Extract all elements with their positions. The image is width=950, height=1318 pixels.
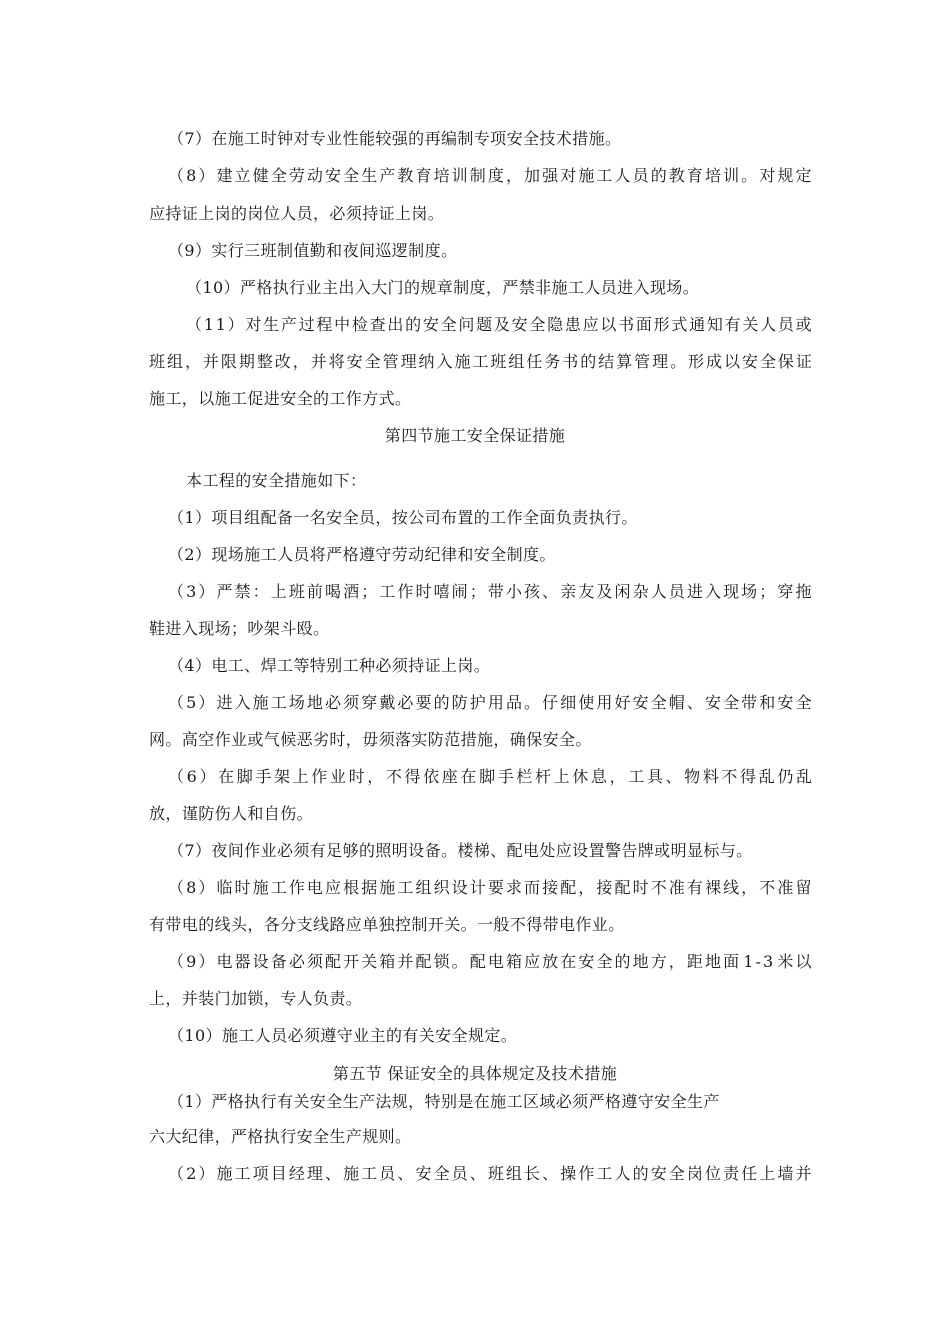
section-5-heading: 第五节 保证安全的具体规定及技术措施	[332, 1064, 618, 1083]
rule-2-responsibility: （ 2 ） 施 工 项 目 经 理 、 施 工 员 、 安 全 员 、 班 组 长 、 操 作 工 人 的 安 全 岗 位 责 任 上 墙 并	[168, 1164, 812, 1183]
para-11-inspection-line3: 施工，以施工促进安全的工作方式。	[149, 389, 412, 408]
item-3-prohibitions-line1: （ 3 ） 严 禁 ： 上 班 前 喝 酒 ； 工 作 时 嘻 闹 ； 带 小 孩 、 亲 友 及 闲 杂 人 员 进 入 现 场 ； 穿 拖	[168, 582, 812, 601]
para-9-patrol: （9）实行三班制值勤和夜间巡逻制度。	[168, 241, 458, 260]
para-8-training-line1: （ 8 ） 建 立 健 全 劳 动 安 全 生 产 教 育 培 训 制 度 ， 加 强 对 施 工 人 员 的 教 育 培 训 。 对 规 定	[168, 166, 812, 185]
rule-1-regulations-line1: （1）严格执行有关安全生产法规，特别是在施工区域必须严格遵守安全生产	[168, 1092, 720, 1111]
item-8-temporary-power-line1: （ 8 ） 临 时 施 工 作 电 应 根 据 施 工 组 织 设 计 要 求 而 接 配 ， 接 配 时 不 准 有 裸 线 ， 不 准 留	[168, 878, 812, 897]
item-9-switchbox-line1: （ 9 ） 电 器 设 备 必 须 配 开 关 箱 并 配 锁 。 配 电 箱 应 放 在 安 全 的 地 方 ， 距 地 面 1 - 3 米 以	[168, 952, 812, 971]
intro-line: 本工程的安全措施如下：	[186, 471, 367, 490]
item-5-protection-line1: （ 5 ） 进 入 施 工 场 地 必 须 穿 戴 必 要 的 防 护 用 品 。 仔 细 使 用 好 安 全 帽 、 安 全 带 和 安 全	[168, 693, 812, 712]
item-6-scaffold-line2: 放，谨防伤人和自伤。	[149, 804, 314, 823]
item-3-prohibitions-line2: 鞋进入现场；吵架斗殴。	[149, 619, 330, 638]
section-4-heading: 第四节施工安全保证措施	[384, 426, 566, 445]
item-6-scaffold-line1: （ 6 ） 在 脚 手 架 上 作 业 时 ， 不 得 依 座 在 脚 手 栏 杆 上 休 息 ， 工 具 、 物 料 不 得 乱 仍 乱	[168, 767, 812, 786]
item-7-lighting: （7）夜间作业必须有足够的照明设备。楼梯、配电处应设置警告牌或明显标与。	[168, 841, 753, 860]
para-10-gate: （10）严格执行业主出入大门的规章制度，严禁非施工人员进入现场。	[186, 278, 700, 297]
para-7-measures: （7）在施工时钟对专业性能较强的再编制专项安全技术措施。	[168, 129, 622, 148]
para-11-inspection-line2: 班 组 ， 并 限 期 整 改 ， 并 将 安 全 管 理 纳 入 施 工 班 组 任 务 书 的 结 算 管 理 。 形 成 以 安 全 保 证	[149, 352, 812, 371]
item-10-owner-rules: （10）施工人员必须遵守业主的有关安全规定。	[168, 1026, 518, 1045]
item-4-certification: （4）电工、焊工等特别工种必须持证上岗。	[168, 656, 491, 675]
item-2-discipline: （2）现场施工人员将严格遵守劳动纪律和安全制度。	[168, 545, 556, 564]
para-8-training-line2: 应持证上岗的岗位人员，必须持证上岗。	[149, 204, 445, 223]
item-8-temporary-power-line2: 有带电的线头，各分支线路应单独控制开关。一般不得带电作业。	[149, 915, 625, 934]
para-11-inspection-line1: （ 1 1 ） 对 生 产 过 程 中 检 查 出 的 安 全 问 题 及 安 全 隐 患 应 以 书 面 形 式 通 知 有 关 人 员 或	[186, 315, 812, 334]
rule-1-regulations-line2: 六大纪律，严格执行安全生产规则。	[149, 1127, 412, 1146]
item-9-switchbox-line2: 上，并装门加锁，专人负责。	[149, 989, 363, 1008]
item-5-protection-line2: 网。高空作业或气候恶劣时，毋须落实防范措施，确保安全。	[149, 730, 592, 749]
item-1-safety-officer: （1）项目组配备一名安全员，按公司布置的工作全面负责执行。	[168, 508, 638, 527]
